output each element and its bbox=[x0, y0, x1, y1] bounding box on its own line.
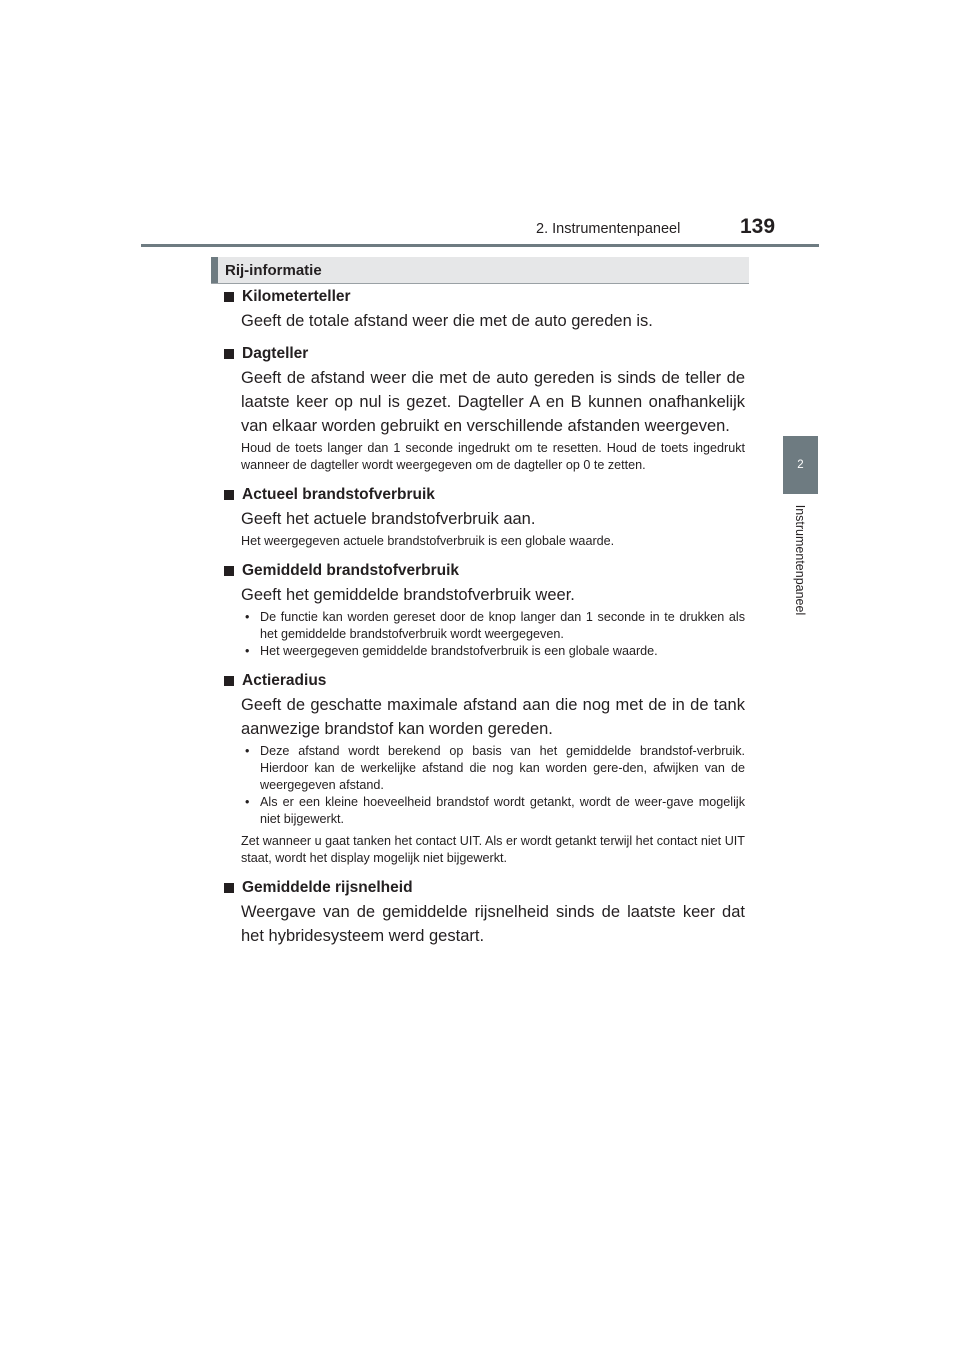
section-title: Rij-informatie bbox=[225, 261, 322, 279]
item-note: Zet wanneer u gaat tanken het contact UIT. Als er wordt getankt terwijl het contact niet UIT staat, wordt het display mogelijk niet bijgewerkt. bbox=[241, 834, 745, 865]
item-description: Geeft de afstand weer die met de auto gereden is sinds de teller de laatste keer op nul is gezet. Dagteller A en B kunnen onafhankelijk van elkaar worden gebruikt en verschillende afstanden weergeven. bbox=[241, 369, 745, 435]
item-heading bbox=[224, 672, 745, 690]
chapter-tab-label: Instrumentenpaneel bbox=[793, 504, 807, 616]
item-heading bbox=[224, 288, 745, 306]
chapter-tab-number: 2 bbox=[797, 459, 804, 471]
chapter-tab bbox=[783, 436, 818, 494]
item-bullet-list bbox=[241, 609, 745, 660]
item-description: Geeft de geschatte maximale afstand aan die nog met de in de tank aanwezige brandstof kan worden gereden. bbox=[241, 696, 745, 738]
list-item: • Het weergegeven gemiddelde brandstofverbruik is een globale waarde. bbox=[241, 643, 745, 660]
item-description: Geeft de totale afstand weer die met de auto gereden is. bbox=[241, 312, 653, 330]
item-description: Weergave van de gemiddelde rijsnelheid sinds de laatste keer dat het hybridesysteem werd gestart. bbox=[241, 903, 745, 945]
list-item: • De functie kan worden gereset door de knop langer dan 1 seconde in te drukken als het gemiddelde brandstofverbruik wordt weergegeven. bbox=[241, 609, 745, 643]
item-note: Het weergegeven actuele brandstofverbruik is een globale waarde. bbox=[241, 534, 615, 548]
item-note: Houd de toets langer dan 1 seconde ingedrukt om te resetten. Houd de toets ingedrukt wanneer de dagteller wordt weergegeven om de dagteller op 0 te zetten. bbox=[241, 441, 745, 472]
section-title-bar bbox=[211, 257, 749, 284]
item-kilometerteller bbox=[224, 288, 745, 333]
square-bullet-icon bbox=[224, 292, 234, 302]
item-actieradius bbox=[224, 672, 745, 867]
square-bullet-icon bbox=[224, 676, 234, 686]
item-title: Gemiddeld brandstofverbruik bbox=[242, 562, 460, 579]
item-heading bbox=[224, 879, 745, 897]
square-bullet-icon bbox=[224, 490, 234, 500]
item-gemiddeld-brandstofverbruik bbox=[224, 562, 745, 660]
item-title: Dagteller bbox=[242, 345, 309, 362]
page-number: 139 bbox=[740, 215, 776, 238]
item-bullet-list bbox=[241, 743, 745, 828]
item-description: Geeft het actuele brandstofverbruik aan. bbox=[241, 510, 536, 528]
item-dagteller bbox=[224, 345, 745, 474]
section-accent bbox=[211, 257, 218, 283]
item-gemiddelde-rijsnelheid bbox=[224, 879, 745, 948]
item-title: Gemiddelde rijsnelheid bbox=[242, 879, 413, 896]
header-rule bbox=[141, 244, 819, 247]
item-title: Actueel brandstofverbruik bbox=[242, 486, 435, 503]
item-heading bbox=[224, 345, 745, 363]
item-title: Kilometerteller bbox=[242, 288, 351, 305]
content bbox=[224, 288, 745, 960]
item-actueel-brandstofverbruik bbox=[224, 486, 745, 550]
item-title: Actieradius bbox=[242, 672, 327, 689]
item-heading bbox=[224, 562, 745, 580]
square-bullet-icon bbox=[224, 883, 234, 893]
list-item: • Als er een kleine hoeveelheid brandstof wordt getankt, wordt de weer-gave mogelijk niet bijgewerkt. bbox=[241, 794, 745, 828]
square-bullet-icon bbox=[224, 566, 234, 576]
square-bullet-icon bbox=[224, 349, 234, 359]
item-heading bbox=[224, 486, 745, 504]
item-description: Geeft het gemiddelde brandstofverbruik weer. bbox=[241, 586, 575, 604]
list-item: • Deze afstand wordt berekend op basis van het gemiddelde brandstof-verbruik. Hierdoor kan de werkelijke afstand die nog kan worden gere-den, afwijken van de weergegeven afstand. bbox=[241, 743, 745, 794]
page-header-chapter: 2. Instrumentenpaneel bbox=[536, 221, 681, 237]
